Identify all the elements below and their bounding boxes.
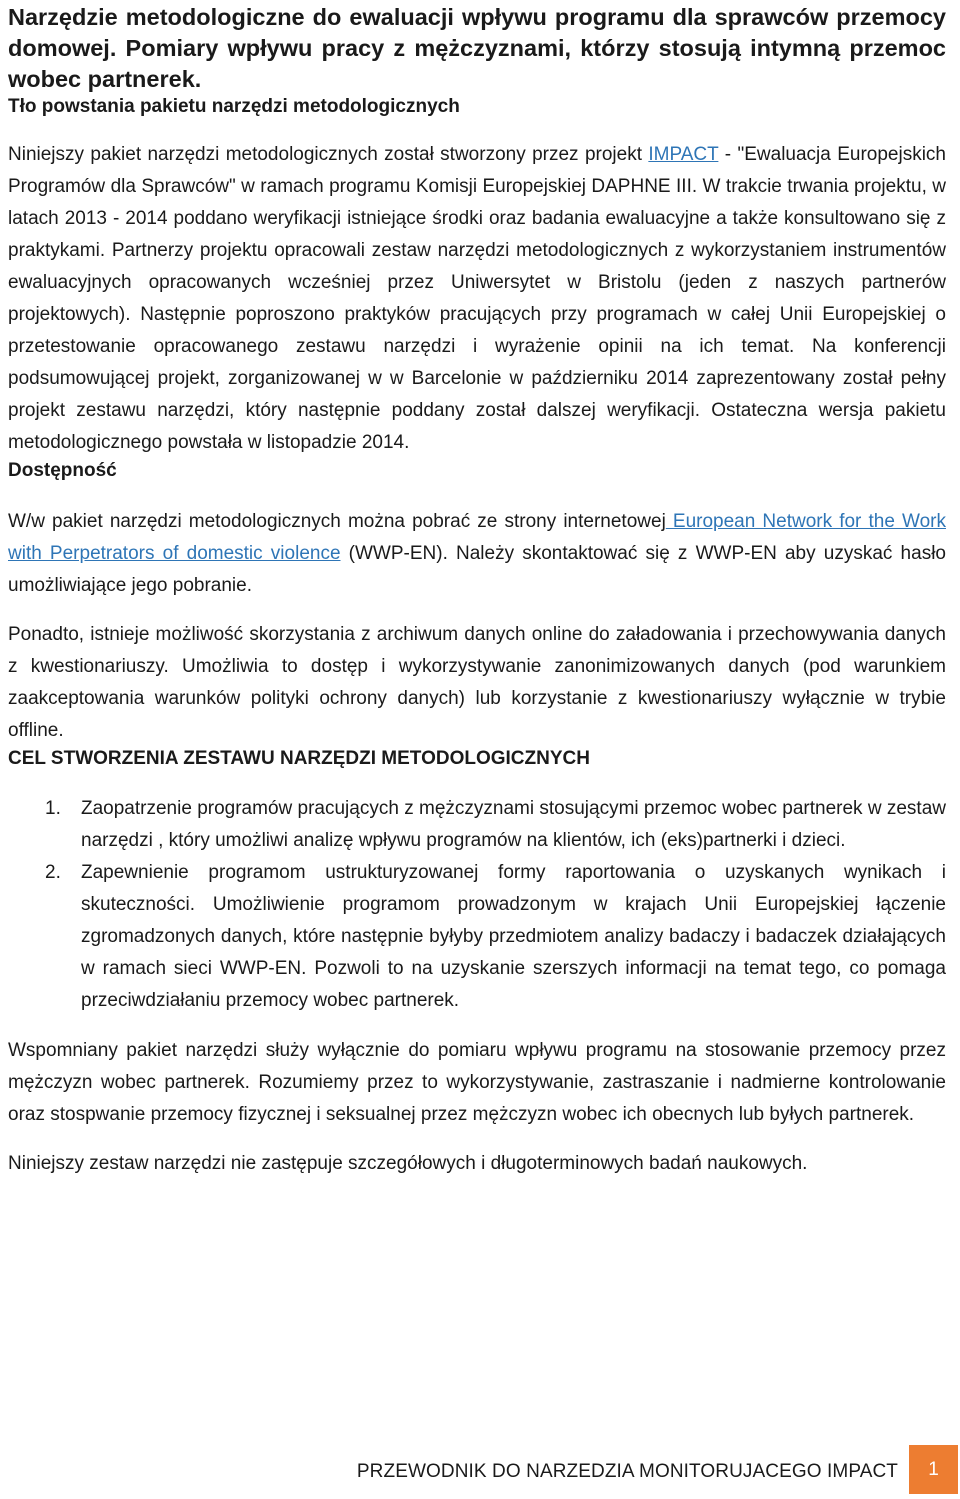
- availability-heading: Dostępność: [8, 460, 117, 481]
- intro-paragraph: [8, 139, 946, 459]
- goal-number: 2.: [45, 862, 61, 883]
- scope-paragraph: Wspomniany pakiet narzędzi służy wyłącznie do pomiaru wpływu programu na stosowanie przemocy przez mężczyzn wobec partnerek. Rozumiemy przez to wykorzystywanie, zastraszanie i nadmierne kontrolowanie oraz stospwanie przemocy fizycznej i seksualnej przez mężczyzn wobec ich obecnych lub byłych partnerek.: [8, 1040, 946, 1125]
- intro-text-before-link: Niniejszy pakiet narzędzi metodologicznych został stworzony przez projekt: [8, 144, 649, 165]
- goals-heading: CEL STWORZENIA ZESTAWU NARZĘDZI METODOLOGICZNYCH: [8, 748, 590, 769]
- goal-text: Zapewnienie programom ustrukturyzowanej formy raportowania o uzyskanych wynikach i skuteczności. Umożliwienie programom prowadzonym w krajach Unii Europejskiej łączenie zgromadzonych danych, które następnie byłyby przedmiotem analizy badaczy i badaczek działających w ramach sieci WWP-EN. Pozwoli to na uzyskanie szerszych informacji na temat tego, co pomaga przeciwdziałaniu przemocy wobec partnerek.: [81, 862, 946, 1011]
- goal-number: 1.: [45, 798, 61, 819]
- page-number-badge: 1: [909, 1445, 958, 1494]
- goals-list: [8, 793, 946, 1017]
- impact-project-link[interactable]: IMPACT: [648, 144, 719, 165]
- goal-text: Zaopatrzenie programów pracujących z mężczyznami stosującymi przemoc wobec partnerek w zestaw narzędzi , który umożliwi analizę wpływu programów na klientów, ich (eks)partnerki i dzieci.: [81, 798, 946, 851]
- document-title: Narzędzie metodologiczne do ewaluacji wpływu programu dla sprawców przemocy domowej. Pomiary wpływu pracy z mężczyznami, którzy stosują intymną przemoc wobec partnerek.: [8, 4, 946, 92]
- availability-text-before-link: W/w pakiet narzędzi metodologicznych można pobrać ze strony internetowej: [8, 511, 666, 532]
- footer-title: PRZEWODNIK DO NARZEDZIA MONITORUJACEGO IMPACT: [356, 1461, 898, 1482]
- document-page: [8, 0, 946, 1180]
- availability-paragraph: [8, 506, 946, 602]
- intro-heading: Tło powstania pakietu narzędzi metodologicznych: [8, 96, 460, 117]
- goal-item-1: [45, 793, 946, 857]
- note-paragraph: Niniejszy zestaw narzędzi nie zastępuje szczegółowych i długoterminowych badań naukowych.: [8, 1153, 808, 1174]
- page-footer: [0, 1445, 960, 1499]
- goal-item-2: [45, 857, 946, 1017]
- wwp-en-link[interactable]: European Network for the Work with Perpetrators of domestic violence: [8, 511, 946, 564]
- intro-text-after-link: - "Ewaluacja Europejskich Programów dla Sprawców" w ramach programu Komisji Europejskiej DAPHNE III. W trakcie trwania projektu, w latach 2013 - 2014 poddano weryfikacji istniejące środki oraz badania ewaluacyjne a także konsultowano się z praktykami. Partnerzy projektu opracowali zestaw narzędzi metodologicznych z wykorzystaniem instrumentów ewaluacyjnych opracowanych wcześniej przez Uniwersytet w Bristolu (jeden z naszych partnerów projektowych). Następnie poproszono praktyków pracujących przy programach w całej Unii Europejskiej o przetestowanie opracowanego zestawu narzędzi i wyrażenie opinii na ich temat. Na konferencji podsumowującej projekt, zorganizowanej w w Barcelonie w październiku 2014 zaprezentowany został pełny projekt zestawu narzędzi, który następnie poddany został dalszej weryfikacji. Ostateczna wersja pakietu metodologicznego powstała w listopadzie 2014.: [8, 144, 946, 453]
- availability-text-after-link: (WWP-EN). Należy skontaktować się z WWP-EN aby uzyskać hasło umożliwiające jego pobranie.: [8, 543, 946, 596]
- archive-paragraph: Ponadto, istnieje możliwość skorzystania z archiwum danych online do załadowania i przechowywania danych z kwestionariuszy. Umożliwia to dostęp i wykorzystywanie zanonimizowanych danych (pod warunkiem zaakceptowania warunków polityki ochrony danych) lub korzystanie z kwestionariuszy wyłącznie w trybie offline.: [8, 624, 946, 741]
